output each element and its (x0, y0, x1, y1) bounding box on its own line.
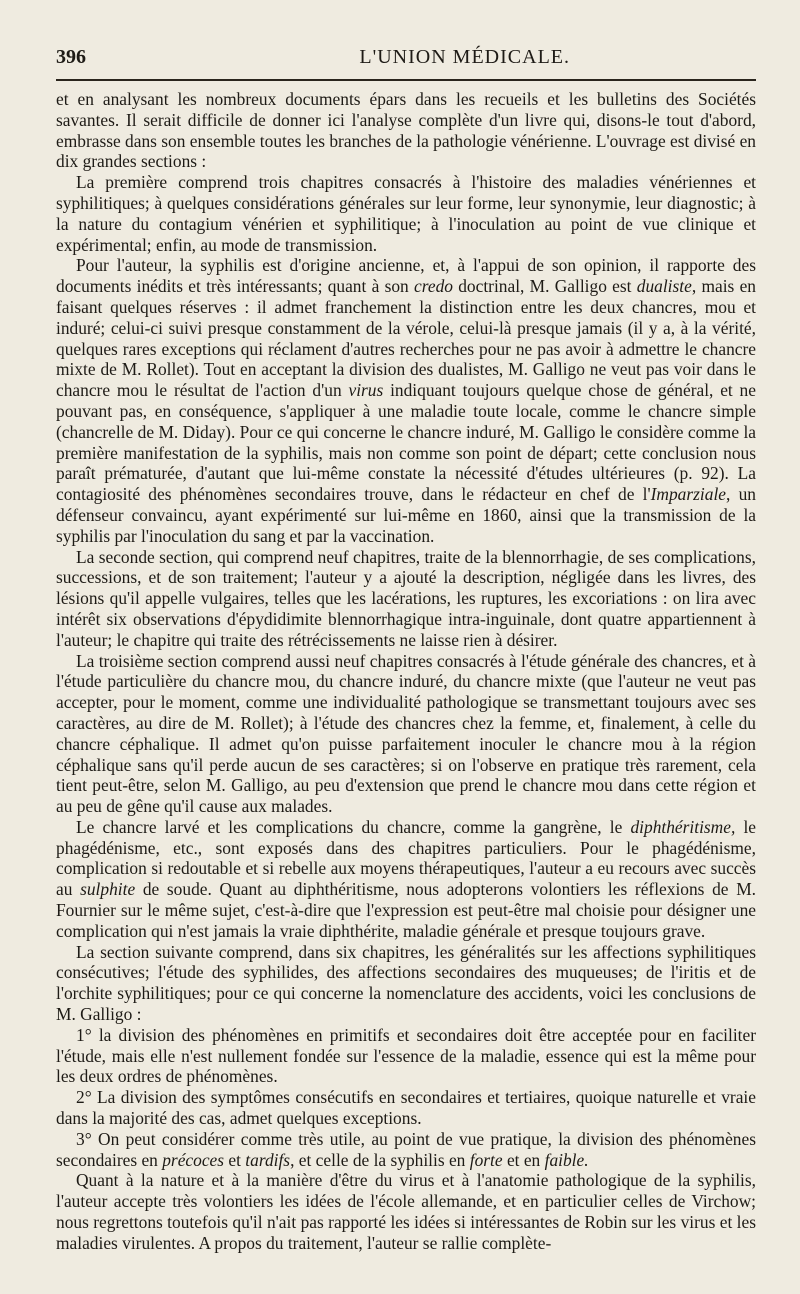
text-run: 3° On peut considérer comme très utile, au point de vue pratique, la division des phénomènes secondaires en (56, 1128, 756, 1170)
paragraph (56, 1129, 756, 1171)
text-run: et en analysant les nombreux documents épars dans les recueils et les bulletins des Sociétés savantes. Il serait difficile de donner ici l'analyse complète d'un livre qui, disons-le tout d'abord, embrasse dans son ensemble toutes les branches de la pathologie vénérienne. L'ouvrage est divisé en dix grandes sections : (56, 89, 756, 172)
italic-text: diphthéritisme, (630, 816, 736, 837)
text-run: , et celle de la syphilis en (290, 1149, 470, 1170)
text-run: de soude. Quant au diphthéritisme, nous adopterons volontiers les réflexions de M. Fournier sur le même sujet, c'est-à-dire que l'expression est peut-être mal choisie pour désigner une complication qui n'est jamais la vraie diphthérite, maladie générale et presque toujours grave. (56, 879, 757, 941)
paragraph (56, 547, 756, 651)
text-run: et en (502, 1149, 545, 1170)
italic-text: credo (414, 276, 453, 297)
paragraph (56, 817, 756, 942)
text-run: Quant à la nature et à la manière d'être du virus et à l'anatomie pathologique de la syphilis, l'auteur accepte très volontiers les idées de l'école allemande, et en particulier celles de Virchow; nous regrettons toutefois qu'il n'ait pas rapporté les idées si intéressantes de Robin sur les virus et les maladies virulentes. A propos du traitement, l'auteur se rallie complète- (56, 1170, 756, 1253)
italic-text: sulphite (80, 879, 136, 900)
paragraph (56, 89, 756, 172)
text-run: , mais en faisant quelques réserves : il admet franchement la distinction entre les deux chancres, mou et induré; celui-ci suivi presque constamment de la vérole, celui-là presque jamais (il y a, à la vérité, quelques rares exceptions qui réclament d'autres recherches pour ne pas avoir à admettre le chancre mixte de M. Rollet). Tout en acceptant la division des dualistes, M. Galligo ne veut pas voir dans le chancre mou le résultat de l'action d'un (56, 276, 756, 401)
italic-text: forte (469, 1149, 503, 1170)
text-run: le phagédénisme, etc., sont exposés dans des chapitres particuliers. Pour le phagédénisme, complication si redoutable et si rebelle aux moyens thérapeutiques, l'auteur a eu recours avec succès au (56, 816, 756, 900)
paragraph (56, 651, 756, 817)
text-run: , un défenseur convaincu, ayant expérimenté sur lui-même en 1860, ainsi que la transmission de la syphilis par l'inoculation du sang et par la vaccination. (56, 484, 756, 546)
italic-text: virus (348, 380, 384, 401)
text-run: 1° la division des phénomènes en primitifs et secondaires doit être acceptée pour en faciliter l'étude, mais elle n'est nullement fondée sur l'essence de la maladie, essence qui est la même pour les deux ordres de phénomènes. (56, 1024, 756, 1087)
running-header (56, 46, 756, 69)
text-run: et (224, 1149, 246, 1170)
paragraph (56, 1170, 756, 1253)
paragraph (56, 942, 756, 1025)
italic-text: Imparziale (650, 484, 726, 505)
italic-text: dualiste (636, 276, 692, 297)
text-run: doctrinal, M. Galligo est (452, 276, 637, 297)
text-run: La troisième section comprend aussi neuf chapitres consacrés à l'étude générale des chancres, et à l'étude particulière du chancre mou, du chancre induré, du chancre mixte (que l'auteur ne veut pas accepter, pour le moment, comme une individualité pathologique se transmettant toujours avec ses caractères, au dire de M. Rollet); à l'étude des chancres chez la femme, et, finalement, à celle du chancre céphalique. Il admet qu'on puisse parfaitement inoculer le chancre mou à la région céphalique sans qu'il perde aucun de ses caractères; si on l'observe en pratique très rarement, cela tient peut-être, selon M. Galligo, au peu d'extension que prend le chancre mou dans cette région et au peu de gêne qu'il cause aux malades. (56, 650, 756, 817)
text-run: Le chancre larvé et les complications du chancre, comme la gangrène, le (76, 816, 631, 837)
journal-title: L'UNION MÉDICALE. (359, 46, 570, 68)
italic-text: faible. (544, 1149, 589, 1170)
text-run: La seconde section, qui comprend neuf chapitres, traite de la blennorrhagie, de ses complications, successions, et de son traitement; l'auteur y a ajouté la description, négligée dans les livres, des lésions qu'il appelle vulgaires, telles que les lacérations, les ruptures, les excoriations : on lira avec intérêt six observations d'épydidimite blennorrhagique intra-inguinale, dont quatre appartiennent à l'auteur; le chapitre qui traite des rétrécissements ne laisse rien à désirer. (56, 546, 756, 650)
text-run: 2° La division des symptômes consécutifs en secondaires et tertiaires, quoique naturelle et vraie dans la majorité des cas, admet quelques exceptions. (56, 1087, 756, 1129)
italic-text: précoces (162, 1149, 225, 1170)
text-run: La section suivante comprend, dans six chapitres, les généralités sur les affections syphilitiques consécutives; l'étude des syphilides, des affections secondaires des muqueuses; de l'iritis et de l'orchite syphilitiques; pour ce qui concerne la nomenclature des accidents, voici les conclusions de M. Galligo : (56, 941, 756, 1025)
header-rule (56, 79, 756, 81)
paragraph (56, 1025, 756, 1087)
paragraph (56, 172, 756, 255)
paragraph (56, 255, 756, 546)
italic-text: tardifs (245, 1149, 291, 1170)
text-run: indiquant toujours quelque chose de général, et ne pouvant pas, en conséquence, s'appliquer à une maladie toute locale, comme le chancre simple (chancrelle de M. Diday). Pour ce qui concerne le chancre induré, M. Galligo le considère comme la première manifestation de la syphilis, mais non comme son point de départ; cette conclusion nous paraît prématurée, d'autant que lui-même constate la nécessité d'études ultérieures (p. 92). La contagiosité des phénomènes secondaires trouve, dans le rédacteur en chef de l' (56, 380, 756, 505)
page-number: 396 (56, 46, 86, 68)
article-body (56, 89, 756, 1254)
text-run: Pour l'auteur, la syphilis est d'origine ancienne, et, à l'appui de son opinion, il rapporte des documents inédits et très intéressants; quant à son (56, 255, 756, 297)
paragraph (56, 1087, 756, 1129)
text-run: La première comprend trois chapitres consacrés à l'histoire des maladies vénériennes et syphilitiques; à quelques considérations générales sur leur forme, leur synonymie, leur diagnostic; à la nature du contagium vénérien et syphilitique; à l'inoculation au point de vue clinique et expérimental; enfin, au mode de transmission. (56, 172, 756, 255)
